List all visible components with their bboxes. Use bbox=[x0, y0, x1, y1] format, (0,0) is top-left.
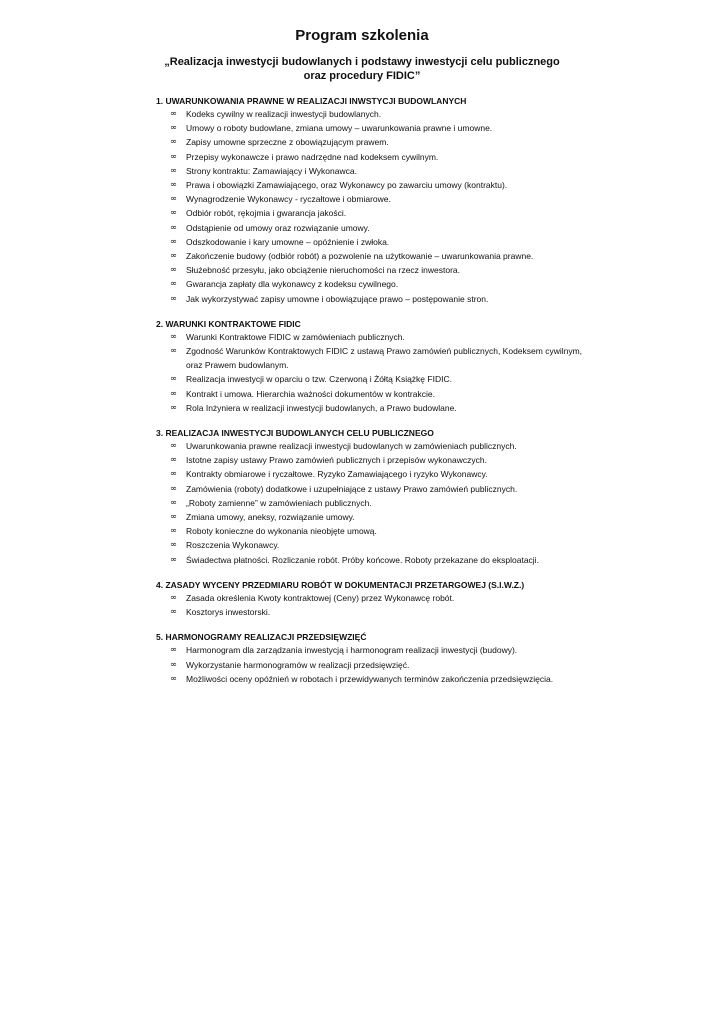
document-title: Program szkolenia bbox=[295, 27, 429, 44]
list-item bbox=[156, 135, 596, 149]
infinity-bullet-icon: ∞ bbox=[170, 645, 178, 656]
infinity-bullet-icon: ∞ bbox=[170, 137, 178, 148]
list-item bbox=[156, 672, 596, 686]
infinity-bullet-icon: ∞ bbox=[170, 251, 178, 262]
section-2 bbox=[156, 318, 596, 415]
section-item-list bbox=[156, 439, 596, 567]
infinity-bullet-icon: ∞ bbox=[170, 497, 178, 508]
section-item-list bbox=[156, 330, 596, 415]
infinity-bullet-icon: ∞ bbox=[170, 331, 178, 342]
infinity-bullet-icon: ∞ bbox=[170, 265, 178, 276]
list-item-text: Kodeks cywilny w realizacji inwestycji budowlanych. bbox=[186, 109, 382, 119]
infinity-bullet-icon: ∞ bbox=[170, 455, 178, 466]
list-item-text: Wykorzystanie harmonogramów w realizacji przedsięwzięć. bbox=[186, 659, 410, 670]
list-item bbox=[156, 249, 596, 263]
list-item-text: Odszkodowanie i kary umowne – opóźnienie i zwłoka. bbox=[186, 236, 390, 247]
list-item bbox=[156, 510, 596, 524]
section-heading: 3. REALIZACJA INWESTYCJI BUDOWLANYCH CELU PUBLICZNEGO bbox=[156, 428, 434, 439]
infinity-bullet-icon: ∞ bbox=[170, 388, 178, 399]
list-item bbox=[156, 538, 596, 552]
list-item bbox=[156, 150, 596, 164]
list-item bbox=[156, 524, 596, 538]
list-item-text: Rola Inżyniera w realizacji inwestycji budowlanych, a Prawo budowlane. bbox=[186, 402, 457, 413]
list-item bbox=[156, 206, 596, 220]
infinity-bullet-icon: ∞ bbox=[170, 279, 178, 290]
list-item-text: Umowy o roboty budowlane, zmiana umowy – uwarunkowania prawne i umowne. bbox=[186, 123, 493, 134]
section-1 bbox=[156, 95, 596, 306]
list-item bbox=[156, 192, 596, 206]
list-item-text: Zmiana umowy, aneksy, rozwiązanie umowy. bbox=[186, 512, 355, 523]
list-item-text: Służebność przesyłu, jako obciążenie nieruchomości na rzecz inwestora. bbox=[186, 265, 461, 276]
list-item-text: Zasada określenia Kwoty kontraktowej (Ceny) przez Wykonawcę robót. bbox=[186, 592, 455, 603]
infinity-bullet-icon: ∞ bbox=[170, 208, 178, 219]
section-heading: 4. ZASADY WYCENY PRZEDMIARU ROBÓT W DOKUMENTACJI PRZETARGOWEJ (S.I.W.Z.) bbox=[156, 579, 525, 590]
infinity-bullet-icon: ∞ bbox=[170, 180, 178, 191]
section-item-list bbox=[156, 591, 596, 619]
list-item-text: Realizacja inwestycji w oparciu o tzw. Czerwoną i Żółtą Książkę FIDIC. bbox=[186, 374, 452, 385]
list-item bbox=[156, 178, 596, 192]
list-item-text: Świadectwa płatności. Rozliczanie robót. Próby końcowe. Roboty przekazane do eksploatacji. bbox=[186, 554, 539, 565]
section-item-list bbox=[156, 643, 596, 686]
list-item-text: Odstąpienie od umowy oraz rozwiązanie umowy. bbox=[186, 222, 370, 233]
infinity-bullet-icon: ∞ bbox=[170, 123, 178, 134]
list-item bbox=[156, 344, 596, 372]
list-item bbox=[156, 387, 596, 401]
infinity-bullet-icon: ∞ bbox=[170, 607, 178, 618]
list-item-text: Roszczenia Wykonawcy. bbox=[186, 540, 280, 551]
list-item bbox=[156, 496, 596, 510]
list-item-text: Wynagrodzenie Wykonawcy - ryczałtowe i obmiarowe. bbox=[186, 194, 391, 205]
sections-container bbox=[0, 95, 596, 686]
list-item-text: Uwarunkowania prawne realizacji inwestycji budowlanych w zamówieniach publicznych. bbox=[186, 441, 517, 452]
list-item bbox=[156, 164, 596, 178]
infinity-bullet-icon: ∞ bbox=[170, 236, 178, 247]
list-item-text: Prawa i obowiązki Zamawiającego, oraz Wykonawcy po zawarciu umowy (kontraktu). bbox=[186, 180, 508, 191]
infinity-bullet-icon: ∞ bbox=[170, 673, 178, 684]
list-item-text: Harmonogram dla zarządzania inwestycją i harmonogram realizacji inwestycji (budowy). bbox=[186, 645, 518, 656]
list-item bbox=[156, 591, 596, 605]
list-item bbox=[156, 658, 596, 672]
infinity-bullet-icon: ∞ bbox=[170, 554, 178, 565]
list-item-text: Zapisy umowne sprzeczne z obowiązującym prawem. bbox=[186, 137, 389, 148]
infinity-bullet-icon: ∞ bbox=[170, 526, 178, 537]
section-heading: 5. HARMONOGRAMY REALIZACJI PRZEDSIĘWZIĘĆ bbox=[156, 632, 367, 643]
list-item bbox=[156, 453, 596, 467]
list-item bbox=[156, 292, 596, 306]
infinity-bullet-icon: ∞ bbox=[170, 483, 178, 494]
list-item-text: Kosztorys inwestorski. bbox=[186, 607, 271, 618]
infinity-bullet-icon: ∞ bbox=[170, 194, 178, 205]
list-item bbox=[156, 553, 596, 567]
infinity-bullet-icon: ∞ bbox=[170, 512, 178, 523]
list-item bbox=[156, 221, 596, 235]
list-item-text: Możliwości oceny opóźnień w robotach i przewidywanych terminów zakończenia przedsięwzięcia. bbox=[186, 673, 554, 684]
list-item-text: „Roboty zamienne” w zamówieniach publicznych. bbox=[186, 497, 372, 508]
infinity-bullet-icon: ∞ bbox=[170, 374, 178, 385]
list-item-text: Odbiór robót, rękojmia i gwarancja jakości. bbox=[186, 208, 347, 219]
list-item-text: Kontrakty obmiarowe i ryczałtowe. Ryzyko Zamawiającego i ryzyko Wykonawcy. bbox=[186, 469, 488, 480]
list-item bbox=[156, 439, 596, 453]
list-item bbox=[156, 482, 596, 496]
section-heading: 2. WARUNKI KONTRAKTOWE FIDIC bbox=[156, 318, 301, 329]
list-item bbox=[156, 330, 596, 344]
infinity-bullet-icon: ∞ bbox=[170, 151, 178, 162]
infinity-bullet-icon: ∞ bbox=[170, 222, 178, 233]
infinity-bullet-icon: ∞ bbox=[170, 293, 178, 304]
infinity-bullet-icon: ∞ bbox=[170, 165, 178, 176]
list-item-text: Zgodność Warunków Kontraktowych FIDIC z ustawą Prawo zamówień publicznych, Kodeksem cywilnym, oraz Prawem budowlanym. bbox=[186, 346, 583, 371]
list-item-text: Strony kontraktu: Zamawiający i Wykonawca. bbox=[186, 165, 357, 176]
infinity-bullet-icon: ∞ bbox=[170, 402, 178, 413]
section-item-list bbox=[156, 107, 596, 306]
list-item-text: Istotne zapisy ustawy Prawo zamówień publicznych i przepisów wykonawczych. bbox=[186, 455, 487, 466]
list-item-text: Jak wykorzystywać zapisy umowne i obowiązujące prawo – postępowanie stron. bbox=[186, 293, 489, 304]
infinity-bullet-icon: ∞ bbox=[170, 109, 178, 119]
infinity-bullet-icon: ∞ bbox=[170, 346, 178, 357]
list-item bbox=[156, 467, 596, 481]
section-4 bbox=[156, 579, 596, 619]
list-item-text: Warunki Kontraktowe FIDIC w zamówieniach publicznych. bbox=[186, 331, 405, 342]
list-item-text: Przepisy wykonawcze i prawo nadrzędne nad kodeksem cywilnym. bbox=[186, 151, 439, 162]
list-item bbox=[156, 107, 596, 121]
infinity-bullet-icon: ∞ bbox=[170, 540, 178, 551]
section-5 bbox=[156, 631, 596, 686]
list-item bbox=[156, 605, 596, 619]
document-subtitle: „Realizacja inwestycji budowlanych i podstawy inwestycji celu publicznego oraz procedury FIDIC” bbox=[164, 56, 560, 82]
list-item-text: Gwarancja zapłaty dla wykonawcy z kodeksu cywilnego. bbox=[186, 279, 399, 290]
infinity-bullet-icon: ∞ bbox=[170, 592, 178, 603]
list-item-text: Kontrakt i umowa. Hierarchia ważności dokumentów w kontrakcie. bbox=[186, 388, 435, 399]
list-item-text: Zamówienia (roboty) dodatkowe i uzupełniające z ustawy Prawo zamówień publicznych. bbox=[186, 483, 518, 494]
list-item-text: Roboty konieczne do wykonania nieobjęte umową. bbox=[186, 526, 377, 537]
section-heading: 1. UWARUNKOWANIA PRAWNE W REALIZACJI INWSTYCJI BUDOWLANYCH bbox=[156, 96, 467, 106]
list-item bbox=[156, 277, 596, 291]
list-item bbox=[156, 401, 596, 415]
infinity-bullet-icon: ∞ bbox=[170, 441, 178, 452]
list-item bbox=[156, 643, 596, 657]
list-item bbox=[156, 121, 596, 135]
infinity-bullet-icon: ∞ bbox=[170, 469, 178, 480]
section-3 bbox=[156, 427, 596, 567]
list-item bbox=[156, 263, 596, 277]
list-item bbox=[156, 372, 596, 386]
list-item-text: Zakończenie budowy (odbiór robót) a pozwolenie na użytkowanie – uwarunkowania prawne. bbox=[186, 251, 534, 262]
infinity-bullet-icon: ∞ bbox=[170, 659, 178, 670]
list-item bbox=[156, 235, 596, 249]
